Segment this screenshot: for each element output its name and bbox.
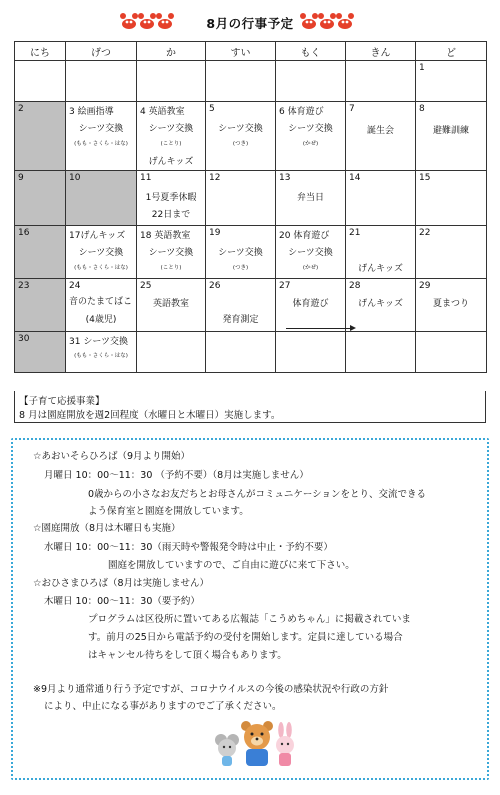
- day-event: 6 体育遊び: [279, 107, 324, 117]
- day-event: 音のたまてばこ: [69, 297, 133, 307]
- day-cell: [15, 171, 66, 226]
- crab-decoration-left: [120, 10, 176, 32]
- day-number: 16: [18, 228, 30, 238]
- support-title: 【子育て応援事業】: [19, 396, 105, 407]
- day-cell: [137, 226, 206, 279]
- day-number: 14: [349, 173, 361, 183]
- day-cell: [276, 279, 346, 332]
- week-row: [15, 226, 487, 279]
- weekday-wed: すい: [206, 42, 276, 61]
- day-cell: [276, 332, 346, 373]
- day-event: 1号夏季休暇: [145, 193, 197, 203]
- day-number: 9: [18, 173, 24, 183]
- day-number: 30: [18, 334, 30, 344]
- day-number: 19: [209, 228, 221, 238]
- week-row: [15, 279, 487, 332]
- day-event: 英語教室: [152, 299, 189, 309]
- header: [0, 6, 500, 34]
- day-event: シーツ交換: [78, 248, 124, 258]
- day-cell: [276, 102, 346, 171]
- day-cell: [15, 102, 66, 171]
- day-event: シーツ交換: [288, 124, 333, 134]
- day-cell: [66, 226, 137, 279]
- support-section: [14, 391, 486, 423]
- day-number: 25: [140, 281, 152, 291]
- garden-time: 水曜日 10：00～11：30（雨天時や警報発令時は中止・予約不要）: [44, 542, 333, 553]
- day-cell: [137, 279, 206, 332]
- day-cell: [346, 279, 416, 332]
- day-event: 4 英語教室: [140, 107, 185, 117]
- day-cell: [206, 102, 276, 171]
- garden-desc: 園庭を開放していますので、ご自由に遊びに来て下さい。: [108, 560, 355, 571]
- day-event: 夏まつり: [432, 299, 469, 309]
- day-cell: [206, 171, 276, 226]
- day-cell: [206, 279, 276, 332]
- day-event: シーツ交換: [218, 248, 263, 258]
- day-note: (もも・さくら・はな): [74, 141, 128, 147]
- weekday-sun: にち: [15, 42, 66, 61]
- day-number: 13: [279, 173, 291, 183]
- day-number: 8: [419, 104, 425, 114]
- day-number: 5: [209, 104, 215, 114]
- day-event: 誕生会: [366, 126, 394, 136]
- day-event: シーツ交換: [78, 124, 124, 134]
- crab-icon: [120, 10, 176, 32]
- day-event: 22日まで: [151, 210, 191, 220]
- week-row: [15, 332, 487, 373]
- day-note: (つき): [232, 141, 249, 147]
- day-cell: [276, 61, 346, 102]
- day-event: げんキッズ: [358, 299, 403, 309]
- day-cell: [416, 226, 487, 279]
- weekday-sat: ど: [416, 42, 487, 61]
- day-cell: [346, 102, 416, 171]
- day-cell: [137, 61, 206, 102]
- day-note: (ことり): [160, 141, 182, 147]
- week-row: [15, 102, 487, 171]
- aoi-title: ☆あおいそらひろば（9月より開始）: [33, 451, 191, 462]
- day-cell: [137, 171, 206, 226]
- day-event: 3 絵画指導: [69, 107, 114, 117]
- calendar-table: [14, 41, 487, 373]
- day-event: シーツ交換: [218, 124, 263, 134]
- day-number: 7: [349, 104, 355, 114]
- day-cell: [206, 226, 276, 279]
- day-event: げんキッズ: [358, 264, 403, 274]
- ohisama-desc-2: す。前月の25日から電話予約の受付を開始します。定員に達している場合: [88, 632, 403, 643]
- day-event: シーツ交換: [148, 248, 194, 258]
- crab-icon: [300, 10, 356, 32]
- day-cell: [416, 332, 487, 373]
- day-cell: [15, 332, 66, 373]
- week-row: [15, 61, 487, 102]
- day-event: (4歳児): [85, 315, 117, 325]
- day-number: 26: [209, 281, 221, 291]
- ohisama-desc-3: はキャンセル待ちをして頂く場合もあります。: [88, 650, 287, 661]
- day-cell: [137, 332, 206, 373]
- weekday-thu: もく: [276, 42, 346, 61]
- day-event: 避難訓練: [432, 126, 469, 136]
- bear-rabbit-mouse-icon: [213, 718, 303, 768]
- day-cell: [276, 226, 346, 279]
- day-cell: [346, 332, 416, 373]
- note-1: ※9月より通常通り行う予定ですが、コロナウイルスの今後の感染状況や行政の方針: [33, 684, 389, 695]
- day-event: シーツ交換: [288, 248, 333, 258]
- day-number: 29: [419, 281, 431, 291]
- day-event: 18 英語教室: [140, 231, 191, 241]
- weekday-header-row: [15, 42, 487, 61]
- day-event: シーツ交換: [148, 124, 194, 134]
- day-cell: [416, 61, 487, 102]
- day-number: 28: [349, 281, 361, 291]
- day-cell: [15, 61, 66, 102]
- weekday-fri: きん: [346, 42, 416, 61]
- aoi-desc-1: 0歳からの小さなお友だちとお母さんがコミュニケーションをとり、交流できる: [88, 489, 426, 500]
- day-cell: [66, 61, 137, 102]
- week-row: [15, 171, 487, 226]
- day-event: 弁当日: [296, 193, 324, 203]
- day-note: (かぜ): [302, 265, 319, 271]
- day-cell: [15, 226, 66, 279]
- ohisama-desc-1: プログラムは区役所に置いてある広報誌「こうめちゃん」に掲載されていま: [88, 614, 411, 625]
- day-cell: [346, 226, 416, 279]
- day-number: 23: [18, 281, 30, 291]
- day-event: 20 体育遊び: [279, 231, 330, 241]
- day-cell: [346, 61, 416, 102]
- day-number: 22: [419, 228, 431, 238]
- day-cell: [416, 102, 487, 171]
- page-title: 8月の行事予定: [206, 16, 294, 31]
- crab-decoration-right: [300, 10, 356, 32]
- day-event: 発育測定: [222, 315, 259, 325]
- day-number: 21: [349, 228, 361, 238]
- day-cell: [66, 102, 137, 171]
- day-cell: [416, 171, 487, 226]
- day-number: 11: [140, 173, 152, 183]
- day-number: 15: [419, 173, 431, 183]
- day-cell: [66, 332, 137, 373]
- day-event: 体育遊び: [292, 299, 329, 309]
- day-cell: [66, 171, 137, 226]
- animal-characters-illustration: [213, 718, 303, 768]
- day-number: 27: [279, 281, 291, 291]
- day-note: (つき): [232, 265, 249, 271]
- day-note: (ことり): [160, 265, 182, 271]
- day-cell: [276, 171, 346, 226]
- day-number: 24: [69, 281, 81, 291]
- note-2: により、中止になる事がありますのでご了承ください。: [44, 701, 282, 712]
- day-number: 10: [69, 173, 81, 183]
- day-note: (かぜ): [302, 141, 319, 147]
- day-note: (もも・さくら・はな): [74, 265, 128, 271]
- garden-title: ☆園庭開放（8月は木曜日も実施）: [33, 523, 181, 534]
- weekday-tue: か: [137, 42, 206, 61]
- support-body: 8 月は園庭開放を週2回程度（水曜日と木曜日）実施します。: [19, 410, 281, 421]
- day-cell: [66, 279, 137, 332]
- day-cell: [206, 332, 276, 373]
- day-cell: [416, 279, 487, 332]
- day-number: 2: [18, 104, 24, 114]
- aoi-time: 月曜日 10：00～11：30 （予約不要）（8月は実施しません）: [44, 470, 309, 481]
- day-number: 1: [419, 63, 425, 73]
- day-cell: [137, 102, 206, 171]
- day-number: 12: [209, 173, 221, 183]
- aoi-desc-2: よう保育室と園庭を開放しています。: [88, 506, 249, 517]
- ohisama-time: 木曜日 10：00～11：30（要予約）: [44, 596, 200, 607]
- day-event: 17げんキッズ: [69, 231, 126, 241]
- day-cell: [206, 61, 276, 102]
- arrow-head-icon: [350, 325, 356, 331]
- day-event: げんキッズ: [148, 157, 194, 167]
- day-cell: [15, 279, 66, 332]
- day-cell: [346, 171, 416, 226]
- day-event: 31 シーツ交換: [69, 337, 128, 347]
- ohisama-title: ☆おひさまひろば（8月は実施しません）: [33, 578, 210, 589]
- weekday-mon: げつ: [66, 42, 137, 61]
- growth-measure-arrow: [286, 328, 352, 329]
- day-note: (もも・さくら・はな): [74, 353, 128, 359]
